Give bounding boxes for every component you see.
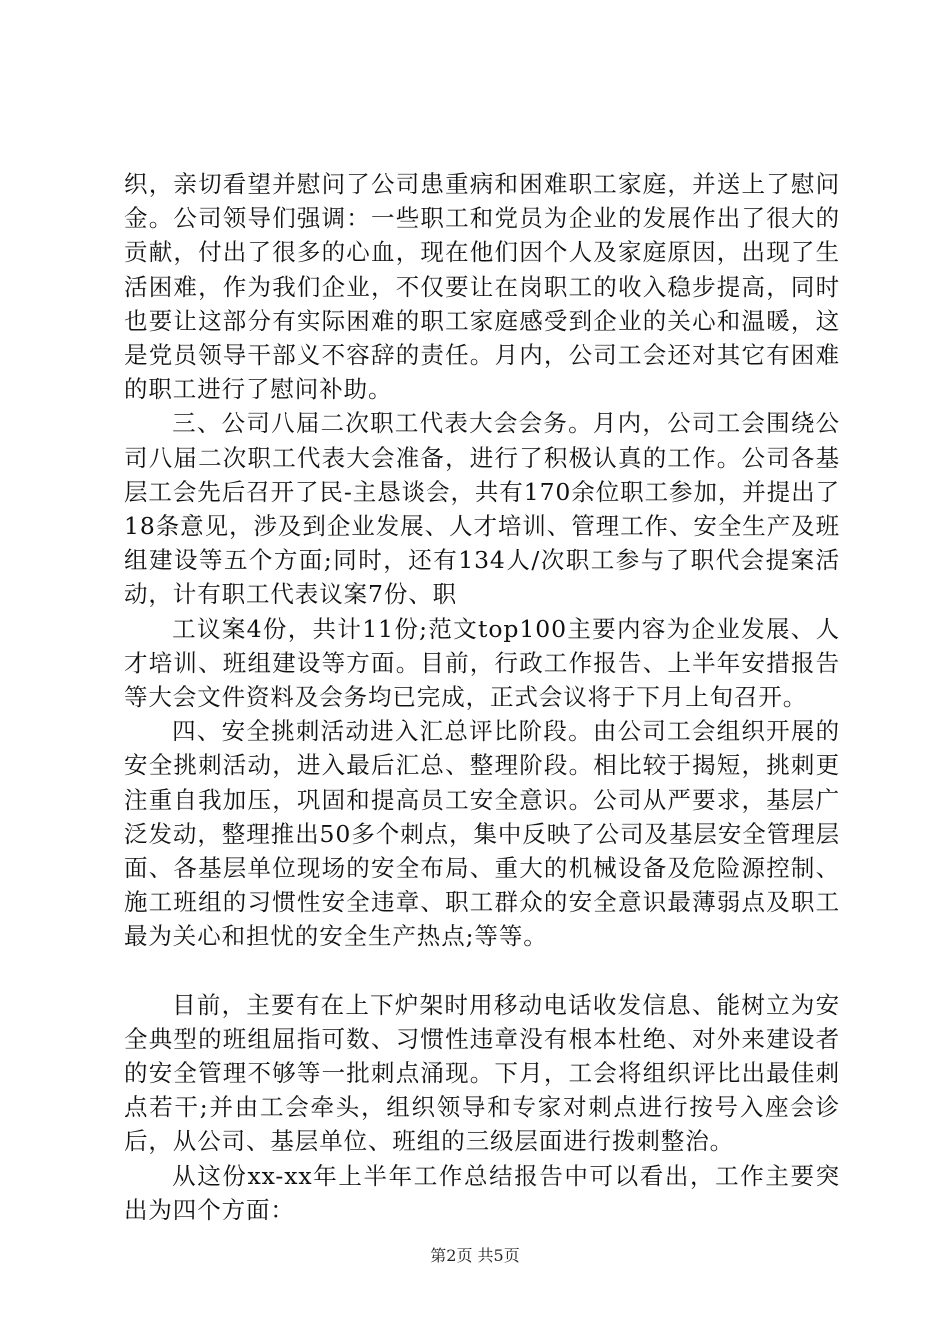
- page-number-footer: 第2页 共5页: [430, 1246, 520, 1265]
- paragraph-current-issues: 目前，主要有在上下炉架时用移动电话收发信息、能树立为安全典型的班组屈指可数、习惯性违章没有根本杜绝、对外来建设者的安全管理不够等一批刺点涌现。下月，工会将组织评比出最佳刺点若干;并由工会牵头，组织领导和专家对刺点进行按号入座会诊后，从公司、基层单位、班组的三级层面进行拨刺整治。: [124, 990, 840, 1156]
- paragraph-gap: [124, 954, 840, 988]
- paragraph-safety-review: 四、安全挑刺活动进入汇总评比阶段。由公司工会组织开展的安全挑刺活动，进入最后汇总、整理阶段。相比较于揭短，挑刺更注重自我加压，巩固和提高员工安全意识。公司从严要求，基层广泛发动，整理推出50多个刺点，集中反映了公司及基层安全管理层面、各基层单位现场的安全布局、重大的机械设备及危险源控制、施工班组的习惯性安全违章、职工群众的安全意识最薄弱点及职工最为关心和担忧的安全生产热点;等等。: [124, 717, 840, 951]
- paragraph-proposals: 工议案4份，共计11份;范文top100主要内容为企业发展、人才培训、班组建设等方面。目前，行政工作报告、上半年安措报告等大会文件资料及会务均已完成，正式会议将于下月上旬召开。: [124, 614, 840, 712]
- paragraph-congress-affairs: 三、公司八届二次职工代表大会会务。月内，公司工会围绕公司八届二次职工代表大会准备，进行了积极认真的工作。公司各基层工会先后召开了民-主恳谈会，共有170余位职工参加，并提出了18条意见，涉及到企业发展、人才培训、管理工作、安全生产及班组建设等五个方面;同时，还有134人/次职工参与了职代会提案活动，计有职工代表议案7份、职: [124, 409, 840, 609]
- paragraph-summary-intro: 从这份xx-xx年上半年工作总结报告中可以看出，工作主要突出为四个方面：: [124, 1161, 840, 1224]
- document-body: [124, 167, 840, 1227]
- paragraph-condolence-visit: 织，亲切看望并慰问了公司患重病和困难职工家庭，并送上了慰问金。公司领导们强调：一些职工和党员为企业的发展作出了很大的贡献，付出了很多的心血，现在他们因个人及家庭原因，出现了生活困难，作为我们企业，不仅要让在岗职工的收入稳步提高，同时也要让这部分有实际困难的职工家庭感受到企业的关心和温暖，这是党员领导干部义不容辞的责任。月内，公司工会还对其它有困难的职工进行了慰问补助。: [124, 170, 840, 404]
